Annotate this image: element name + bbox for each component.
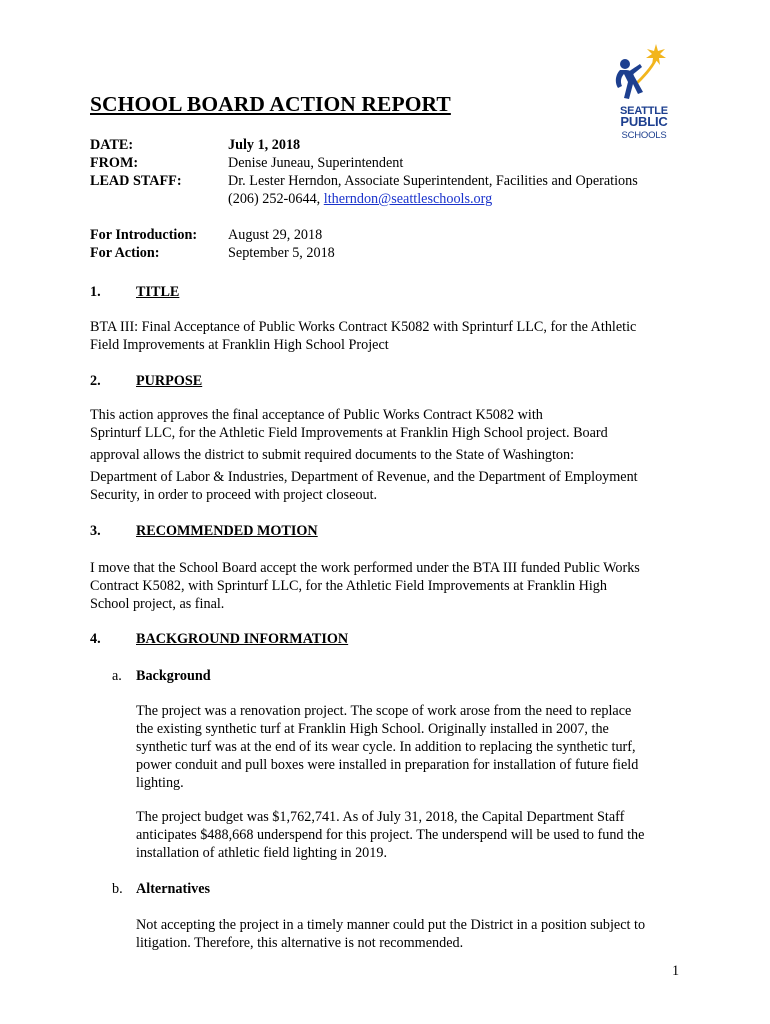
section-1-body <box>90 318 690 354</box>
section-4-heading: BACKGROUND INFORMATION <box>136 631 349 647</box>
contact-email-link[interactable]: ltherndon@seattleschools.org <box>323 191 493 207</box>
subsection-b-line: Not accepting the project in a timely manner could put the District in a position subject to <box>136 917 646 933</box>
for-introduction-value: August 29, 2018 <box>228 227 323 243</box>
section-2-line: This action approves the final acceptance of Public Works Contract K5082 with <box>90 407 543 423</box>
logo-line-schools: SCHOOLS <box>621 130 667 141</box>
report-title: SCHOOL BOARD ACTION REPORT <box>90 92 451 116</box>
page-number: 1 <box>672 963 680 979</box>
section-1-heading: TITLE <box>136 284 180 300</box>
subsection-a-line: the existing synthetic turf at Franklin High School. Originally installed in 2007, the <box>136 721 609 737</box>
section-2-heading: PURPOSE <box>136 373 203 389</box>
lead-staff-value: Dr. Lester Herndon, Associate Superintendent, Facilities and Operations <box>228 173 638 189</box>
subsection-a-line: The project budget was $1,762,741. As of July 31, 2018, the Capital Department Staff <box>136 809 625 825</box>
subsection-b-heading: Alternatives <box>136 881 211 897</box>
subsection-a-line: installation of athletic field lighting in 2019. <box>136 845 387 861</box>
section-2-line: approval allows the district to submit required documents to the State of Washington: <box>90 447 575 463</box>
section-2-number: 2. <box>90 373 101 389</box>
subsection-a-line: power conduit and pull boxes were installed in preparation for installation of future field <box>136 757 639 773</box>
subsection-a-heading: Background <box>136 668 211 684</box>
subsection-b-paragraph-1 <box>136 916 645 952</box>
logo-figure-star-icon <box>606 42 670 104</box>
date-label: DATE: <box>90 137 134 153</box>
section-2-line: Sprinturf LLC, for the Athletic Field Improvements at Franklin High School project. Board <box>90 425 608 441</box>
section-3-line: I move that the School Board accept the work performed under the BTA III funded Public Works <box>90 560 640 576</box>
subsection-a-paragraph-1 <box>136 702 638 792</box>
section-3-line: Contract K5082, with Sprinturf LLC, for the Athletic Field Improvements at Franklin High <box>90 578 607 594</box>
from-label: FROM: <box>90 155 139 171</box>
logo-line-seattle: SEATTLE <box>620 105 668 117</box>
subsection-a-line: The project was a renovation project. The scope of work arose from the need to replace <box>136 703 632 719</box>
seattle-public-schools-logo <box>606 42 670 142</box>
section-3-line: School project, as final. <box>90 596 225 612</box>
section-4-number: 4. <box>90 631 101 647</box>
contact-line <box>228 190 492 208</box>
section-2-body <box>90 406 690 504</box>
for-action-value: September 5, 2018 <box>228 245 335 261</box>
subsection-a-line: anticipates $488,668 underspend for this project. The underspend will be used to fund the <box>136 827 645 843</box>
subsection-b-letter: b. <box>112 881 123 897</box>
date-value: July 1, 2018 <box>228 137 301 153</box>
section-3-body <box>90 559 690 613</box>
subsection-a-line: lighting. <box>136 775 184 791</box>
for-introduction-label: For Introduction: <box>90 227 198 243</box>
from-value: Denise Juneau, Superintendent <box>228 155 404 171</box>
subsection-b-line: litigation. Therefore, this alternative is not recommended. <box>136 935 464 951</box>
logo-line-public: PUBLIC <box>620 114 668 129</box>
section-3-number: 3. <box>90 523 101 539</box>
subsection-a-letter: a. <box>112 668 122 684</box>
section-1-number: 1. <box>90 284 101 300</box>
subsection-a-line: synthetic turf was at the end of its wear cycle. In addition to replacing the synthetic turf, <box>136 739 636 755</box>
for-action-label: For Action: <box>90 245 160 261</box>
lead-staff-label: LEAD STAFF: <box>90 173 182 189</box>
section-3-heading: RECOMMENDED MOTION <box>136 523 318 539</box>
section-2-line: Security, in order to proceed with project closeout. <box>90 487 378 503</box>
subsection-a-paragraph-2 <box>136 808 644 862</box>
section-1-line: BTA III: Final Acceptance of Public Works Contract K5082 with Sprinturf LLC, for the Athletic <box>90 319 637 335</box>
section-1-line: Field Improvements at Franklin High School Project <box>90 337 389 353</box>
contact-phone: (206) 252-0644, <box>228 191 324 207</box>
section-2-line: Department of Labor & Industries, Department of Revenue, and the Department of Employment <box>90 469 638 485</box>
